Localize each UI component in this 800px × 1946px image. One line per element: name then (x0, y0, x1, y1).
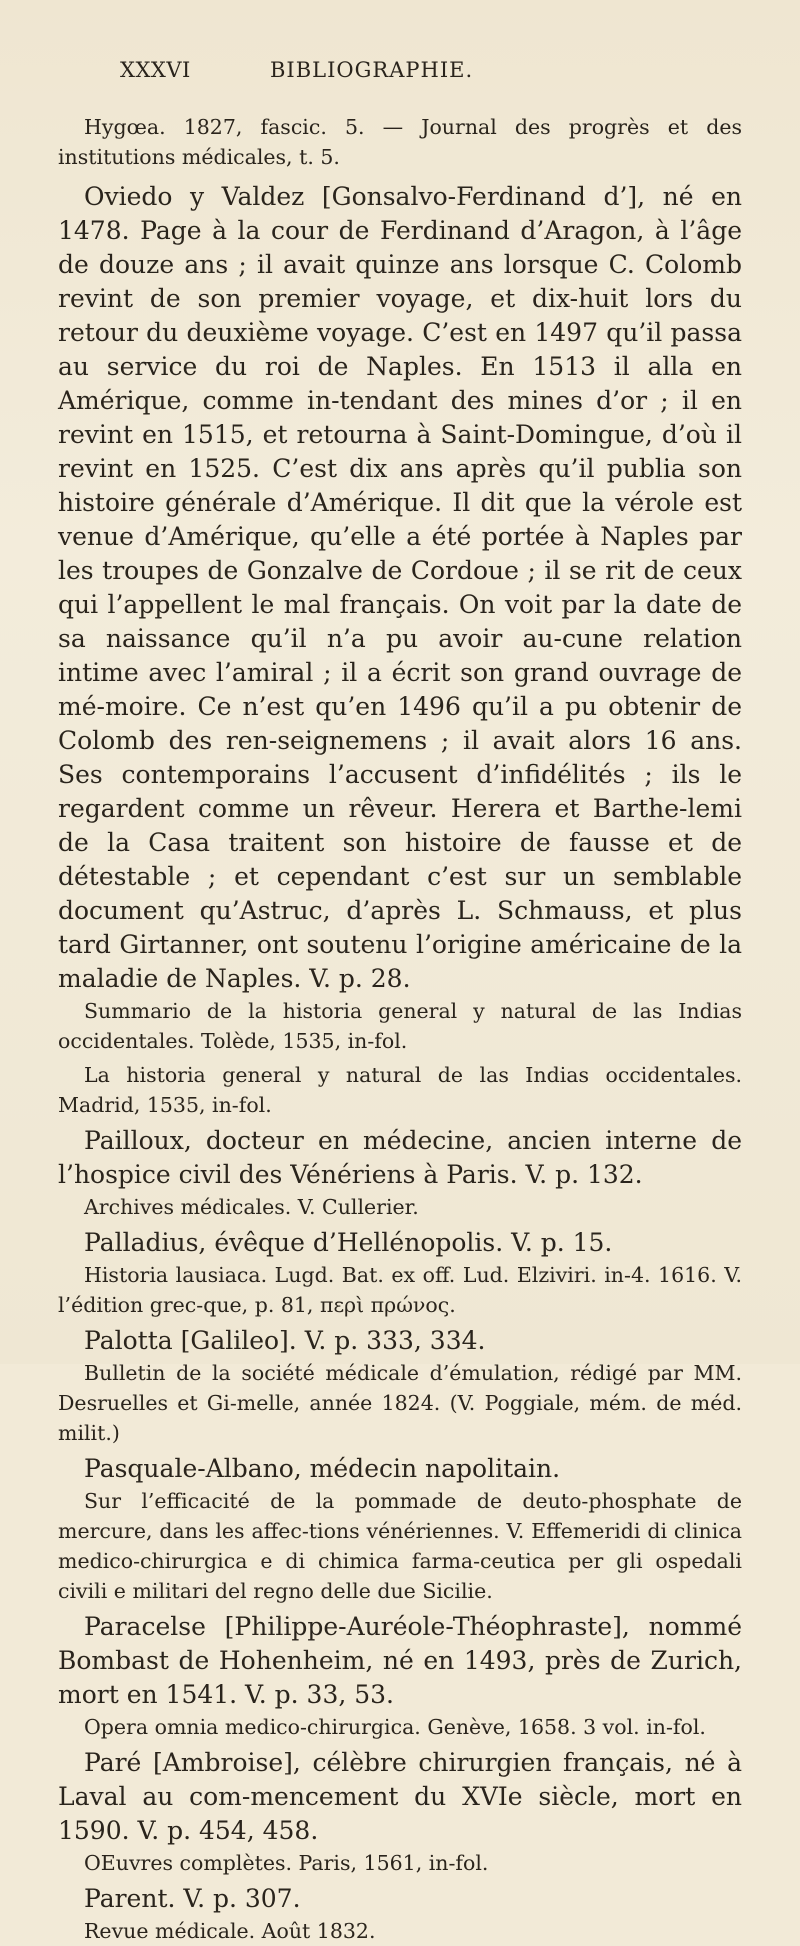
entry-heading: Oviedo y Valdez [Gonsalvo-Ferdinand d’], né en 1478. Page à la cour de Ferdinand d’Aragon, à l’âge de douze ans ; il avait quinze ans lorsque C. Colomb revint de son premier voyage, et dix-huit lors du retour du deuxième voyage. C’est en 1497 qu’il passa au service du roi de Naples. En 1513 il alla en Amérique, comme in-tendant des mines d’or ; il en revint en 1515, et retourna à Saint-Domingue, d’où il revint en 1525. C’est dix ans après qu’il publia son histoire générale d’Amérique. Il dit que la vérole est venue d’Amérique, qu’elle a été portée à Naples par les troupes de Gonzalve de Cordoue ; il se rit de ceux qui l’appellent le mal français. On voit par la date de sa naissance qu’il n’a pu avoir au-cune relation intime avec l’amiral ; il a écrit son grand ouvrage de mé-moire. Ce n’est qu’en 1496 qu’il a pu obtenir de Colomb des ren-seignemens ; il avait alors 16 ans. Ses contemporains l’accusent d’infidélités ; ils le regardent comme un rêveur. Herera et Barthe-lemi de la Casa traitent son histoire de fausse et de détestable ; et cependant c’est sur un semblable document qu’Astruc, d’après L. Schmauss, et plus tard Girtanner, ont soutenu l’origine américaine de la maladie de Naples. V. p. 28. (58, 182, 742, 993)
citation-line: Hygœa. 1827, fascic. 5. — Journal des progrès et des institutions médicales, t. 5. (58, 115, 742, 169)
running-title: BIBLIOGRAPHIE. (270, 58, 474, 82)
bibliography-entry (58, 1124, 742, 1222)
entry-heading: Palotta [Galileo]. V. p. 333, 334. (84, 1326, 486, 1355)
bibliography-entry (58, 1882, 742, 1946)
citation-line: Archives médicales. V. Cullerier. (84, 1195, 419, 1219)
citation-line: Sur l’efficacité de la pommade de deuto-phosphate de mercure, dans les affec-tions vénériennes. V. Effemeridi di clinica medico-chirurgica e di chimica farma-ceutica per gli ospedali civili e militari del regno delle due Sicilie. (58, 1489, 742, 1603)
citation-line: Summario de la historia general y natural de las Indias occidentales. Tolède, 1535, in-fol. (58, 999, 742, 1053)
bibliography-entry (58, 1610, 742, 1742)
entry-heading: Paré [Ambroise], célèbre chirurgien français, né à Laval au com-mencement du XVIe siècle, mort en 1590. V. p. 454, 458. (58, 1748, 742, 1845)
entry-heading: Parent. V. p. 307. (84, 1884, 301, 1913)
citation-line: Opera omnia medico-chirurgica. Genève, 1658. 3 vol. in-fol. (84, 1715, 706, 1739)
entry-heading: Pailloux, docteur en médecine, ancien interne de l’hospice civil des Vénériens à Paris. V. p. 132. (58, 1126, 742, 1189)
citation-line: Bulletin de la société médicale d’émulation, rédigé par MM. Desruelles et Gi-melle, année 1824. (V. Poggiale, mém. de méd. milit.) (58, 1361, 742, 1445)
running-head (120, 58, 742, 98)
citation-line: Historia lausiaca. Lugd. Bat. ex off. Lud. Elziviri. in-4. 1616. V. l’édition grec-que, p. 81, περὶ πρώνος. (58, 1263, 742, 1317)
entry-heading: Palladius, évêque d’Hellénopolis. V. p. 15. (84, 1228, 613, 1257)
bibliography-entry (58, 1324, 742, 1448)
bibliography-entries (58, 112, 742, 1946)
citation-line: La historia general y natural de las Indias occidentales. Madrid, 1535, in-fol. (58, 1063, 742, 1117)
bibliography-entry (58, 1746, 742, 1878)
citation-line: Revue médicale. Août 1832. (84, 1919, 376, 1943)
bibliography-entry (58, 112, 742, 172)
entry-heading: Paracelse [Philippe-Auréole-Théophraste], nommé Bombast de Hohenheim, né en 1493, près de Zurich, mort en 1541. V. p. 33, 53. (58, 1612, 742, 1709)
bibliography-entry (58, 1226, 742, 1320)
page-number: XXXVI (120, 58, 191, 82)
entry-heading: Pasquale-Albano, médecin napolitain. (84, 1454, 561, 1483)
bibliography-entry (58, 1452, 742, 1606)
citation-line: OEuvres complètes. Paris, 1561, in-fol. (84, 1851, 489, 1875)
bibliography-entry (58, 180, 742, 1120)
